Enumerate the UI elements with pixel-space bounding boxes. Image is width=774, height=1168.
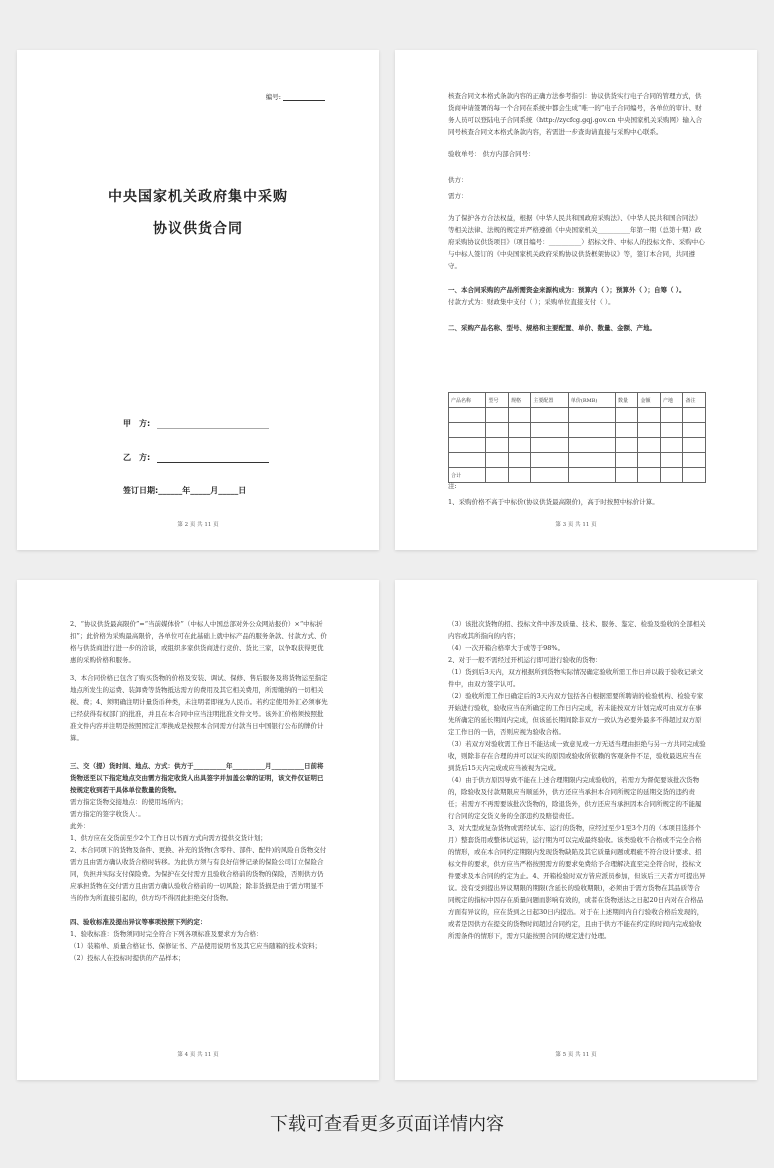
paragraph: （1）装箱单、质量合格证书、保修证书、产品使用说明书及其它应当随箱的技术资料； bbox=[70, 942, 322, 950]
paragraph: 需方指定货物交接地点：的使用场所内； bbox=[70, 798, 187, 806]
contract-page-cover bbox=[17, 50, 379, 550]
paragraph: 1、供方应在交货前至少2个工作日以书面方式向需方提供交货计划； bbox=[70, 834, 267, 842]
page5-body bbox=[448, 618, 706, 942]
table-header-cell: 备注 bbox=[683, 393, 706, 408]
goods-table bbox=[448, 392, 706, 483]
paragraph: （2）投标人在投标时提供的产品样本； bbox=[70, 954, 185, 962]
section-heading: 四、验收标准及提出异议等事项按照下列约定： bbox=[70, 918, 207, 926]
party-b-blank bbox=[157, 453, 269, 463]
page-number: 第 3 页 共 11 页 bbox=[555, 522, 597, 528]
paragraph: （1）货到后3天内，双方根据所到货物实际情况确定验收所需工作日并以载于验收记录文件中，由双方签字认可。 bbox=[448, 668, 704, 688]
paragraph: 此外： bbox=[70, 822, 90, 830]
paragraph: 付款方式为：财政集中支付（ ）；采购单位直接支付（ ）。 bbox=[448, 298, 615, 306]
table-header-cell: 单价(RMB) bbox=[568, 393, 615, 408]
party-a-field bbox=[123, 418, 269, 429]
paragraph: 1、验收标准：货物须同时完全符合下列各项标准及要求方为合格： bbox=[70, 930, 263, 938]
section-heading: 三、交（提）货时间、地点、方式：供方于__________年__________月__________日前将货物送至以下指定地点交由需方指定收货人出具签字并加盖公章的证明，该文件仅证明已按规定收到若干具体单位数量的货物。 bbox=[70, 762, 324, 794]
contract-page-3 bbox=[395, 50, 757, 550]
paragraph: 为了保护各方合法权益，根据《中华人民共和国政府采购法》、《中华人民共和国合同法》等相关法律、法规的规定并严格遵循《中央国家机关__________年第一期（总第十期）政府采购协议供货项目》（项目编号：__________）招标文件、中标人的投标文件、采购中心与中标人签订的《中央国家机关政府采购协议供货框架协议》等，签订本合同，共同遵守。 bbox=[448, 214, 705, 270]
page-number: 第 2 页 共 11 页 bbox=[177, 522, 219, 528]
party-b-field bbox=[123, 452, 269, 463]
paragraph: （2）验收所需工作日确定后的3天内双方包括各自根据需要所聘请的检验机构、检验专家开始进行验收，验收应当在所确定的工作日内完成，若未能按双方计划完成可由双方在事先所确定的延长期间内完成，但该延长期间除非双方一致认为必要外最多不得超过双方原定工作日的一倍，否则应视为验收合格。 bbox=[448, 692, 704, 736]
table-header-cell: 型号 bbox=[486, 393, 508, 408]
table-header-cell: 规格 bbox=[508, 393, 530, 408]
contract-title-line2: 协议供货合同 bbox=[153, 221, 243, 237]
contract-number-blank bbox=[283, 93, 325, 101]
paragraph: 需方： bbox=[448, 192, 468, 200]
paragraph: 核查合同文本格式条款内容的正确方法参考指引：协议供货实行电子合同的管理方式，供货商申请签署的每一个合同在系统中都会生成“唯一的”电子合同编号，各单位的审计、财务人员可以登陆电子合同系统（http://zycfcg.gqj.gov.cn 中央国家机关采购网）输入合同号核查合同文本格式条款内容，若需进一步查询请直接与采购中心联系。 bbox=[448, 92, 702, 136]
contract-number-field bbox=[266, 92, 325, 101]
paragraph: 3、对大型或复杂货物或需经试车、运行的货物，应经过至少1至3个月的（本项目选择个月）整套货用或整体试运转，运行期为可以完成最终验收。该类验收不合格或不完全合格的情形，或在本合同约定期限内发现货物缺陷及其它质量问题或瑕疵不符合设计要求、招标文件的要求，供方应当严格按照需方的要求免费给予合理解决直至完全符合时，投标文件要求及本合同的约定为止。4、开箱检验时双方皆应派员参加，但该后三天者方可提出异议。没有受到提出异议期限的期限(含延长的验收期限)，必须由于需方货物在其品质等合同规定的指标中因存在质量问题而影响有效的，或者在货物送达之日起20日内对在合格品方面有异议的，应在货到之日起30日内提出。对于在上述期间内自行验收合格后发现的，或者是因供方在提交的货物时间超过合同约定，且由于供方不能在约定的时间内完成验收所需条件的情形下，需方只能按照合同的规定进行处理。 bbox=[448, 824, 706, 940]
party-a-label: 甲 方: bbox=[123, 419, 151, 428]
page-number: 第 5 页 共 11 页 bbox=[555, 1052, 597, 1058]
contract-page-5 bbox=[395, 580, 757, 1080]
contract-number-label: 编号: bbox=[265, 93, 281, 101]
party-b-label: 乙 方: bbox=[123, 453, 151, 462]
table-header-cell: 主要配置 bbox=[531, 393, 568, 408]
page3-notes bbox=[448, 480, 706, 508]
paragraph: （3）若双方对验收需工作日不能达成一致意见或一方无适当理由拒绝与另一方共同完成验收，则除非存在合理的并可以证实的原因或验收所依赖的客观条件不足，验收最迟应当在到货后15天内完成或应当被视为完成。 bbox=[448, 740, 706, 772]
page-number: 第 4 页 共 11 页 bbox=[177, 1052, 219, 1058]
paragraph: 需方指定的签字收货人：。 bbox=[70, 810, 145, 818]
table-total-label: 合计 bbox=[449, 468, 486, 483]
table-header-cell: 产地 bbox=[660, 393, 682, 408]
contract-page-4 bbox=[17, 580, 379, 1080]
table-row bbox=[449, 423, 706, 438]
paragraph: 供方： bbox=[448, 176, 468, 184]
sign-date-field: 签订日期:______年_____月_____日 bbox=[123, 486, 247, 495]
paragraph: 2、本合同项下的货物及备件、更换、补充的货物(含零件、部件、配件)的风险自货物交付需方且由需方确认收货合格时转移。为此供方须与有良好信誉记录的保险公司订立保险合同，负担并实际支付保险费。为保护在交付需方且验收合格前的货物的保险，否则供方仍应承担货物在交付需方且由需方确认验收合格前的一切风险；除非货损是由于需方明显不当的作为所直接引起的，供方均不得因此拒绝交付货物。 bbox=[70, 846, 327, 902]
table-row bbox=[449, 438, 706, 453]
table-header-cell: 产品名称 bbox=[449, 393, 486, 408]
table-row bbox=[449, 408, 706, 423]
page3-body bbox=[448, 90, 706, 334]
table-header-cell: 金额 bbox=[638, 393, 660, 408]
note-label: 注: bbox=[448, 482, 457, 490]
section-heading: 一、本合同采购的产品所需资金来源构成为：预算内（ ）；预算外（ ）；自筹（ ）。 bbox=[448, 286, 686, 294]
paragraph: （4）由于供方原因导致不能在上述合理期限内完成验收的，若需方为督促要该批次货物的，除验收及付款期限应当顺延外，供方还应当承担本合同所规定的延期交货的违约责任；若需方不再需要该批次货物的，除退货外，供方还应当承担因本合同所规定的不能履行合同的定交货义务的全部违约及赔偿责任。 bbox=[448, 776, 702, 820]
table-header-cell: 数量 bbox=[616, 393, 638, 408]
section-heading: 二、采购产品名称、型号、规格和主要配置、单价、数量、金额、产地。 bbox=[448, 324, 656, 332]
party-a-blank bbox=[157, 419, 269, 429]
paragraph: 2、对于一般不需经过开机运行即可进行验收的货物： bbox=[448, 656, 602, 664]
table-row bbox=[449, 453, 706, 468]
download-more-prompt[interactable]: 下载可查看更多页面详情内容 bbox=[270, 1114, 504, 1135]
paragraph: 验收单号： 供方内部合同号： bbox=[448, 150, 535, 158]
table-header-row bbox=[449, 393, 706, 408]
paragraph: 2、“协议供货最高限价”=“当前媒体价”（中标人中国总部对外公众网站报价）×“中标折扣”；此价格为采购最高限价，各单位可在此基础上就中标产品的服务条款、付款方式、价格与供货商进行进一步的洽谈，或组织多家供货商进行竞价、货比三家，以争取获得更优惠的采购价格和服务。 bbox=[70, 620, 327, 664]
note-item: 1、采购价格不高于中标价(协议供货最高限价)，高于时按照中标价计算。 bbox=[448, 498, 659, 506]
paragraph: （4）一次开箱合格率大于或等于98%。 bbox=[448, 644, 565, 652]
paragraph: 3、本合同价格已包含了购买货物的价格及安装、调试、保修、售后服务及将货物运至指定地点所发生的运费、装卸费等货物抵达需方的费用及其它相关费用，所需缴纳的一切相关税、费；4、须明确注明计量货币种类，未注明者即视为人民币。若约定使用外汇必须事先已经获得有权部门的批准，并且在本合同中应当注明批准文件文号。该外汇价格须按照批准文件内容并注明是按照国定汇率换成是按照本合同需方付款当日中国银行公布的牌价计算。 bbox=[70, 674, 328, 742]
paragraph: （3）该批次货物的招、投标文件中涉及质量、技术、服务、鉴定、检验及验收的全部相关内容或其所指向的内容； bbox=[448, 620, 706, 640]
contract-title-line1: 中央国家机关政府集中采购 bbox=[108, 189, 288, 205]
page4-body bbox=[70, 618, 328, 964]
